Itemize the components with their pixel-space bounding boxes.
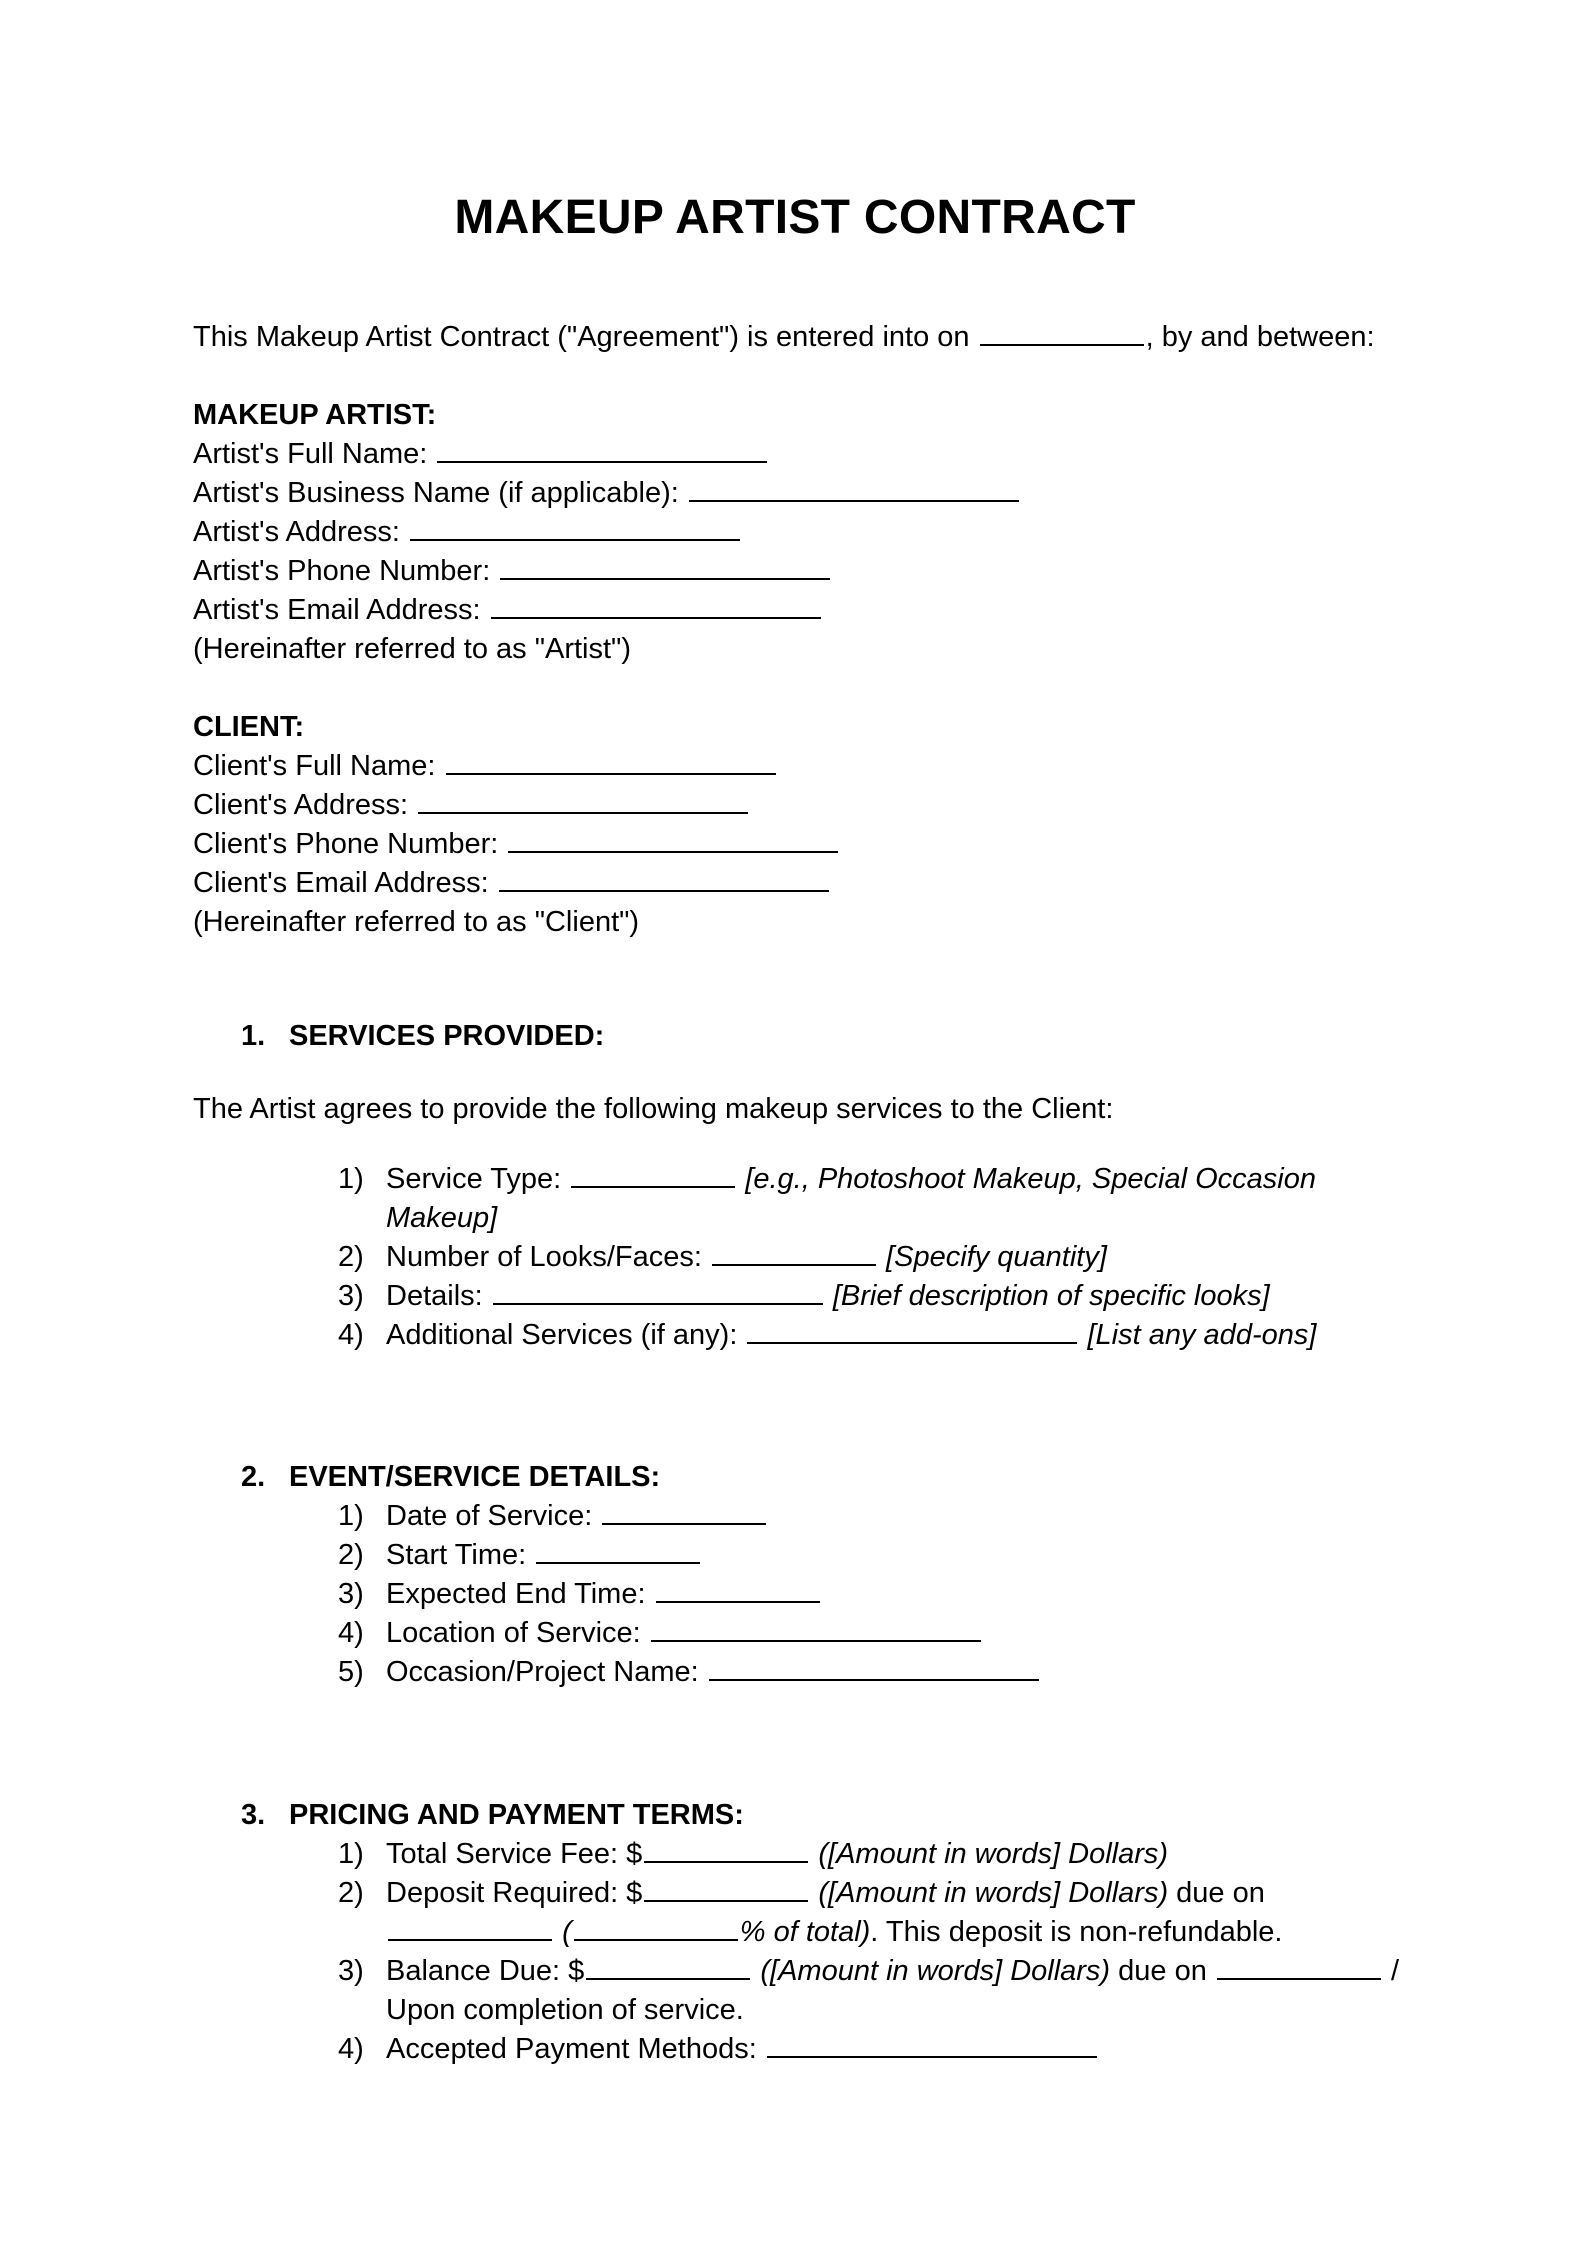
details-field[interactable] bbox=[493, 1277, 823, 1305]
deposit-date-field[interactable] bbox=[388, 1913, 552, 1941]
client-email-row bbox=[193, 864, 831, 903]
list-number: 2) bbox=[338, 1539, 364, 1571]
list-item bbox=[338, 1835, 1168, 1874]
occasion-field[interactable] bbox=[709, 1653, 1039, 1681]
agreement-date-field[interactable] bbox=[980, 318, 1144, 346]
artist-business-name-label: Artist's Business Name (if applicable): bbox=[193, 477, 679, 509]
list-item bbox=[338, 1497, 768, 1536]
details-label: Details: bbox=[386, 1280, 483, 1312]
end-time-label: Expected End Time: bbox=[386, 1578, 646, 1610]
list-number: 2) bbox=[338, 1877, 364, 1909]
start-time-field[interactable] bbox=[536, 1536, 700, 1564]
list-number: 4) bbox=[338, 2033, 364, 2065]
intro-text-end: , by and between: bbox=[1145, 321, 1375, 353]
start-time-label: Start Time: bbox=[386, 1539, 527, 1571]
client-email-field[interactable] bbox=[499, 864, 829, 892]
service-type-note-cont: Makeup] bbox=[386, 1202, 498, 1234]
balance-note: ([Amount in words] Dollars) bbox=[760, 1955, 1111, 1987]
balance-slash: / bbox=[1390, 1955, 1400, 1987]
artist-business-name-field[interactable] bbox=[689, 474, 1019, 502]
section-2-number: 2. bbox=[241, 1461, 266, 1493]
payment-methods-label: Accepted Payment Methods: bbox=[386, 2033, 757, 2065]
balance-date-field[interactable] bbox=[1217, 1952, 1381, 1980]
deposit-due-text: due on bbox=[1176, 1877, 1265, 1909]
deposit-note: ([Amount in words] Dollars) bbox=[818, 1877, 1169, 1909]
artist-heading: MAKEUP ARTIST: bbox=[193, 399, 437, 431]
artist-phone-row bbox=[193, 552, 832, 591]
artist-referred-text: (Hereinafter referred to as "Artist") bbox=[193, 633, 632, 665]
total-fee-field[interactable] bbox=[644, 1835, 808, 1863]
deposit-paren-open: ( bbox=[562, 1916, 572, 1948]
list-item bbox=[338, 1575, 822, 1614]
list-item bbox=[338, 1316, 1316, 1355]
list-number: 1) bbox=[338, 1500, 364, 1532]
list-number: 4) bbox=[338, 1617, 364, 1649]
artist-full-name-field[interactable] bbox=[437, 435, 767, 463]
looks-field[interactable] bbox=[712, 1238, 876, 1266]
artist-address-row bbox=[193, 513, 742, 552]
client-heading: CLIENT: bbox=[193, 711, 305, 743]
artist-email-row bbox=[193, 591, 823, 630]
artist-phone-label: Artist's Phone Number: bbox=[193, 555, 491, 587]
deposit-nonrefundable-text: . This deposit is non-refundable. bbox=[870, 1916, 1283, 1948]
client-address-field[interactable] bbox=[418, 786, 748, 814]
location-label: Location of Service: bbox=[386, 1617, 641, 1649]
section-2-title: EVENT/SERVICE DETAILS: bbox=[289, 1461, 661, 1493]
section-1-number: 1. bbox=[241, 1020, 266, 1052]
list-number: 3) bbox=[338, 1955, 364, 1987]
list-number: 1) bbox=[338, 1838, 364, 1870]
section-1-title: SERVICES PROVIDED: bbox=[289, 1020, 605, 1052]
deposit-label: Deposit Required: $ bbox=[386, 1877, 643, 1909]
list-number: 2) bbox=[338, 1241, 364, 1273]
section-1-intro: The Artist agrees to provide the following makeup services to the Client: bbox=[193, 1093, 1114, 1125]
client-email-label: Client's Email Address: bbox=[193, 867, 489, 899]
deposit-amount-field[interactable] bbox=[644, 1874, 808, 1902]
total-fee-label: Total Service Fee: $ bbox=[386, 1838, 643, 1870]
balance-due-label: Balance Due: $ bbox=[386, 1955, 585, 1987]
list-number: 3) bbox=[338, 1578, 364, 1610]
additional-services-field[interactable] bbox=[747, 1316, 1077, 1344]
list-number: 3) bbox=[338, 1280, 364, 1312]
looks-note: [Specify quantity] bbox=[886, 1241, 1107, 1273]
additional-services-label: Additional Services (if any): bbox=[386, 1319, 738, 1351]
client-full-name-label: Client's Full Name: bbox=[193, 750, 436, 782]
artist-full-name-label: Artist's Full Name: bbox=[193, 438, 428, 470]
list-item bbox=[338, 1238, 1107, 1277]
list-item bbox=[338, 1160, 1316, 1199]
details-note: [Brief description of specific looks] bbox=[832, 1280, 1270, 1312]
page-title: MAKEUP ARTIST CONTRACT bbox=[454, 191, 1136, 244]
section-2-heading bbox=[241, 1458, 660, 1497]
client-phone-row bbox=[193, 825, 840, 864]
date-of-service-label: Date of Service: bbox=[386, 1500, 593, 1532]
list-item bbox=[338, 1952, 1399, 1991]
client-full-name-field[interactable] bbox=[446, 747, 776, 775]
client-address-label: Client's Address: bbox=[193, 789, 409, 821]
end-time-field[interactable] bbox=[656, 1575, 820, 1603]
location-field[interactable] bbox=[651, 1614, 981, 1642]
payment-methods-field[interactable] bbox=[767, 2030, 1097, 2058]
client-phone-label: Client's Phone Number: bbox=[193, 828, 499, 860]
occasion-label: Occasion/Project Name: bbox=[386, 1656, 699, 1688]
balance-due-text: due on bbox=[1118, 1955, 1207, 1987]
list-number: 1) bbox=[338, 1163, 364, 1195]
list-item bbox=[338, 1874, 1265, 1913]
section-3-number: 3. bbox=[241, 1799, 266, 1831]
client-full-name-row bbox=[193, 747, 778, 786]
service-type-label: Service Type: bbox=[386, 1163, 562, 1195]
date-of-service-field[interactable] bbox=[602, 1497, 766, 1525]
list-item bbox=[338, 2030, 1099, 2069]
list-number: 4) bbox=[338, 1319, 364, 1351]
list-number: 5) bbox=[338, 1656, 364, 1688]
list-item bbox=[338, 1277, 1270, 1316]
client-referred-text: (Hereinafter referred to as "Client") bbox=[193, 906, 640, 938]
intro-line bbox=[193, 318, 1375, 357]
artist-email-label: Artist's Email Address: bbox=[193, 594, 481, 626]
section-3-title: PRICING AND PAYMENT TERMS: bbox=[289, 1799, 744, 1831]
service-type-note: [e.g., Photoshoot Makeup, Special Occasion bbox=[745, 1163, 1316, 1195]
section-1-heading bbox=[241, 1017, 604, 1056]
deposit-percent-text: % of total) bbox=[739, 1916, 871, 1948]
artist-full-name-row bbox=[193, 435, 769, 474]
balance-continuation: Upon completion of service. bbox=[386, 1994, 744, 2026]
service-type-field[interactable] bbox=[571, 1160, 735, 1188]
balance-amount-field[interactable] bbox=[586, 1952, 750, 1980]
list-item bbox=[338, 1653, 1041, 1692]
artist-business-name-row bbox=[193, 474, 1021, 513]
client-address-row bbox=[193, 786, 750, 825]
additional-services-note: [List any add-ons] bbox=[1087, 1319, 1317, 1351]
artist-address-label: Artist's Address: bbox=[193, 516, 400, 548]
deposit-percent-field[interactable] bbox=[574, 1913, 738, 1941]
section-3-heading bbox=[241, 1796, 744, 1835]
total-fee-note: ([Amount in words] Dollars) bbox=[818, 1838, 1169, 1870]
client-phone-field[interactable] bbox=[508, 825, 838, 853]
deposit-continuation bbox=[386, 1913, 1282, 1952]
list-item bbox=[338, 1614, 983, 1653]
intro-text: This Makeup Artist Contract ("Agreement") is entered into on bbox=[193, 321, 970, 353]
artist-address-field[interactable] bbox=[410, 513, 740, 541]
looks-label: Number of Looks/Faces: bbox=[386, 1241, 702, 1273]
list-item bbox=[338, 1536, 702, 1575]
artist-email-field[interactable] bbox=[491, 591, 821, 619]
artist-phone-field[interactable] bbox=[500, 552, 830, 580]
